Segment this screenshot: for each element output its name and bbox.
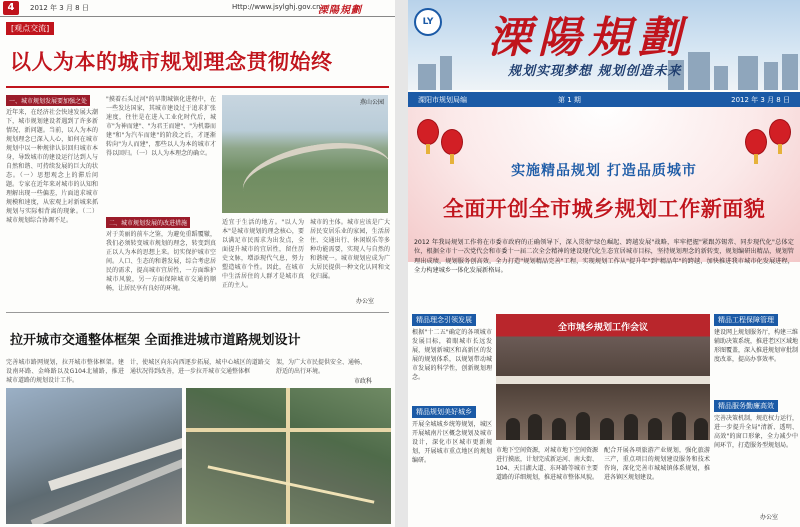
section-head-1: 精品理念引领发展 (412, 314, 476, 326)
section-2-right-text: 配合开展各项旅游产业规划，强化旅游三产，重点项目的规划建设服务和技术咨询，深化完善市城城镇体系规划，推进各镇区规划建设。 (604, 447, 710, 481)
masthead-title: 溧陽規劃 (488, 13, 688, 63)
headline-rule (6, 86, 389, 88)
masthead (408, 0, 800, 90)
subhead-one: 一、城市规划发展要加强之处 (6, 95, 90, 106)
road-rendering-photo (6, 388, 182, 524)
meeting-photo (496, 314, 710, 440)
article-column-1: 近年来，在经济社会快速发展大潮下，城市规划建设者遇到了许多新情况、新问题。当前，以人为本的规划理念已深入人心，如何在城市规划中以一种规律认识回归城市本身，导致城市的建设运行达到人与自然和谐、可持续发展的巨大的状态。（一）思想观念上的滞后问题。专家在近年来对城市的认知和理解出现一些偏差，片面追求城市规模和速度，从宏观上对新城来抓规划与实际相背离的现象。（二）城市规划综合协调不足。 (6, 109, 98, 224)
byline-municipal: 市政科 (354, 378, 373, 385)
article2-column-1: 完善城市路网规划，拉开城市整体框架。建设南环路、金峰路以及G104北辅路，推进城市道路的规划设计工作。 (6, 359, 124, 384)
article-headline: 以人为本的城市规划理念贯彻始终 (10, 50, 333, 74)
section-3-text: 建设网上规划服务厅，构建三维辅助决策系统，推进老区区域地形图覆盖，深入推进规划审批制度改革，提高办事效率。 (714, 329, 798, 363)
park-photo (222, 95, 388, 213)
lantern-icon (418, 120, 438, 144)
front-lede: 2012 年我局规划工作将在市委市政府的正确领导下，深入贯彻"绿色崛起、跨越发展"战略，牢牢把握"紧跟苏锡常、同步现代化"总体定位，根据全市十一次党代会和市委十一届二次全会精神的建设现代化生态宜居城市目标，坚持规划理念的新转变，规划编研出精品，规划管理出成绩，规划服务创高效，全力打造"规划精品完善"工程，实现规划工作从"提升年"到"精品年"的跨越，加快推进我市城市化发展进程，全力构建城乡一体化发展新格局。 (414, 239, 794, 275)
section-2-mid-text: 市地下空间资源，对城市地下空间资源进行摸底，计划完成新运河、南大街、104、天目湖大道、东环路等城市主要道路的详细规划，推进城市整体风貌。 (496, 447, 598, 481)
issue-number: 第 1 期 (558, 96, 581, 104)
article-column-5: 城市的主体。城市应该是广大居民安居乐业的家园，生活居住、交通出行、休闲娱乐等多种功能需要，实现人与自然的和谐统一。城市规划应成为广大居民提供一种文化认同和文化归属。 (310, 219, 390, 280)
meeting-table (496, 376, 710, 384)
bureau-logo: LY (414, 8, 442, 36)
plan-road (208, 465, 375, 503)
lantern-icon (746, 130, 766, 154)
article-column-3: 对于美丽的前车之鉴，为避免重蹈覆辙，我们必须转变城市规划的理念，转变到真正以人为本的思想上来。切实保护城市空间。人口、生态的和谐发展，综合考虑居民的需求，提高城市宜居性，一方面维护城市风貌，另一方面保障城市交通的顺畅，让居民享有良好的环境。 (106, 231, 216, 292)
header-brand: 溧陽規劃 (318, 5, 362, 16)
aerial-plan-photo (186, 388, 391, 524)
park-road (237, 132, 388, 213)
publisher-label: 溧阳市规划局编 (418, 96, 467, 104)
lantern-icon (442, 130, 462, 154)
article-column-2: "摸着石头过河"的早期城镇化进程中，在一些发达国家，其城市建设过于追求扩张速度，往往是在进入工业化时代后，城市"为神而建"、"为君王而建"、"为机器而建"和"为汽车而建"的阶段之后，才逐渐转向"为人而建"，那些以人为本的城市才得以回归。（一）以人为本理念的确立。 (106, 96, 216, 157)
masthead-slogan: 规划实现梦想 规划创造未来 (508, 64, 682, 79)
page-gutter (395, 0, 408, 527)
header-url[interactable]: Http://www.jsylghj.gov.cn (232, 3, 321, 11)
meeting-banner: 全市城乡规划工作会议 (557, 323, 648, 333)
header-date: 2012 年 3 月 8 日 (30, 4, 89, 12)
left-header (0, 0, 395, 17)
page-number: 4 (3, 1, 19, 15)
road-lane (48, 435, 182, 491)
lantern-icon (770, 120, 790, 144)
section-head-4: 精品服务勤廉高效 (714, 400, 778, 412)
front-headline: 全面开创全市城乡规划工作新面貌 (442, 197, 766, 221)
front-subtitle: 实施精品规划 打造品质城市 (511, 163, 697, 179)
right-page (408, 0, 800, 527)
section-2-text: 开展全城城乡统筹规划，城区开展城南片区概念规划及城市设计，深化市区城市更新规划，开展城市重点地区的规划编研。 (412, 421, 492, 464)
issue-date: 2012 年 3 月 8 日 (731, 96, 790, 104)
section-head-3: 精品工程保障管理 (714, 314, 778, 326)
photo-caption: 燕山公园 (359, 99, 384, 106)
article2-headline: 拉开城市交通整体框架 全面推进城市道路规划设计 (10, 333, 301, 348)
article-column-4: 适宜于生活的地方。"以人为本"是城市规划的理念核心，要以满足市民需求为出发点，全面提升城市的宜居性，留住历史文脉，增添现代气息，努力塑造城市个性。因此，在城市中生活居住的人群才是城市真正的主人。 (222, 219, 304, 289)
subhead-two: 二、城市规划发展的改进措施 (106, 217, 190, 228)
section-divider (6, 312, 389, 313)
left-page (0, 0, 395, 527)
section-4-text: 完善决策机制，规范权力运行，进一步提升全局"清新、透明、高效"的窗口形象，全力减少中间环节，打造服务型规划局。 (714, 415, 798, 449)
issue-band (408, 92, 800, 107)
byline-office-right: 办公室 (760, 514, 779, 521)
section-tag: [观点交流] (6, 22, 54, 35)
plan-road (286, 388, 290, 524)
section-head-2: 精品规划美好城乡 (412, 406, 476, 418)
byline-office: 办公室 (356, 298, 375, 305)
article2-column-3: 架，为广大市民提供安全、通畅、舒适的出行环境。 (276, 359, 366, 375)
section-1-text: 根据"十二五"确定的各项城市发展目标，着眼城市长远发展，规划新城区和高新区的发展的规划体系，以规划带动城市发展的科学性，创新规划理念。 (412, 329, 492, 381)
article2-column-2: 计，使城区向东向西逐步拓展，城中心城区的道路交通状况得到改善，进一步拉开城市交通整体框 (130, 359, 270, 375)
